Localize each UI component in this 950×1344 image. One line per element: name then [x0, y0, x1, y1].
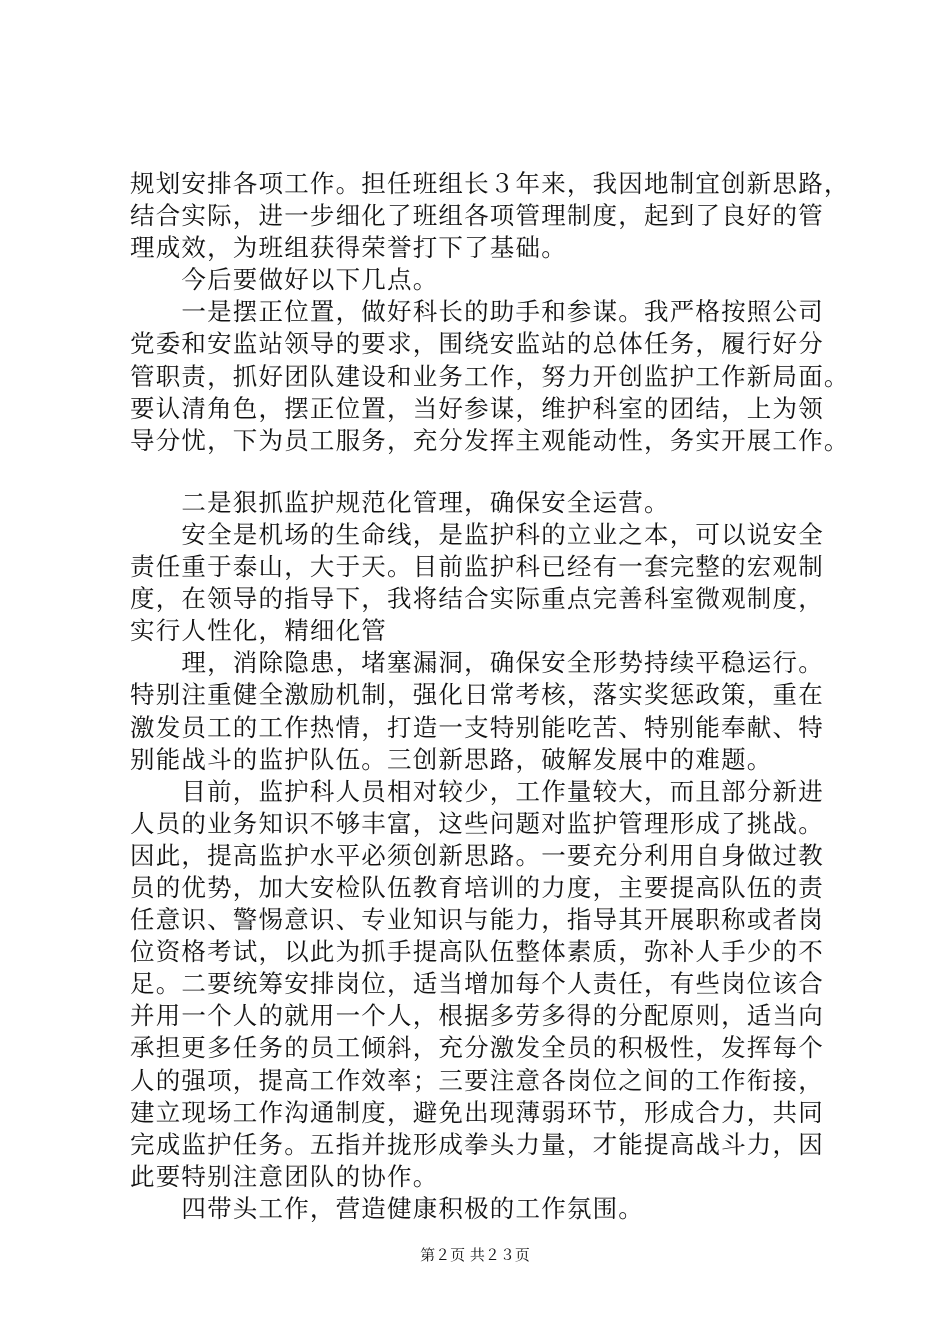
text-line: 完成监护任务。五指并拢形成拳头力量，才能提高战斗力，因 — [130, 1129, 824, 1159]
text-line: 激发员工的工作热情，打造一支特别能吃苦、特别能奉献、特 — [130, 712, 824, 742]
text-line: 位资格考试，以此为抓手提高队伍整体素质，弥补人手少的不 — [130, 937, 824, 967]
text-line: 理成效，为班组获得荣誉打下了基础。 — [130, 233, 567, 263]
text-line: 足。二要统筹安排岗位，适当增加每个人责任，有些岗位该合 — [130, 969, 824, 999]
text-line: 人的强项，提高工作效率；三要注意各岗位之间的工作衔接， — [130, 1065, 824, 1095]
text-line: 今后要做好以下几点。 — [130, 265, 439, 295]
text-line: 四带头工作，营造健康积极的工作氛围。 — [130, 1193, 644, 1223]
text-line: 承担更多任务的员工倾斜，充分激发全员的积极性，发挥每个 — [130, 1033, 824, 1063]
text-line: 责任重于泰山，大于天。目前监护科已经有一套完整的宏观制 — [130, 552, 824, 582]
text-line: 一是摆正位置，做好科长的助手和参谋。我严格按照公司 — [130, 297, 824, 327]
page-footer: 第２页 共２３页 — [420, 1246, 530, 1264]
text-line: 规划安排各项工作。担任班组长３年来，我因地制宜创新思路， — [130, 169, 850, 198]
text-line: 此要特别注意团队的协作。 — [130, 1161, 439, 1191]
text-line: 特别注重健全激励机制，强化日常考核，落实奖惩政策，重在 — [130, 680, 824, 710]
text-line: 目前，监护科人员相对较少，工作量较大，而且部分新进 — [130, 776, 824, 806]
text-line: 建立现场工作沟通制度，避免出现薄弱环节，形成合力，共同 — [130, 1097, 824, 1127]
text-line: 结合实际，进一步细化了班组各项管理制度，起到了良好的管 — [130, 201, 824, 231]
text-line: 因此，提高监护水平必须创新思路。一要充分利用自身做过教 — [130, 840, 824, 870]
paragraph-group-1 — [130, 168, 850, 457]
text-line: 别能战斗的监护队伍。三创新思路，破解发展中的难题。 — [130, 744, 773, 774]
text-line: 管职责，抓好团队建设和业务工作，努力开创监护工作新局面。 — [130, 361, 850, 391]
text-line: 度，在领导的指导下，我将结合实际重点完善科室微观制度， — [130, 584, 824, 614]
text-line: 并用一个人的就用一个人，根据多劳多得的分配原则，适当向 — [130, 1001, 824, 1031]
text-line: 理，消除隐患，堵塞漏洞，确保安全形势持续平稳运行。 — [130, 648, 824, 678]
text-line: 员的优势，加大安检队伍教育培训的力度，主要提高队伍的责 — [130, 872, 824, 902]
text-line: 二是狠抓监护规范化管理，确保安全运营。 — [130, 487, 670, 517]
paragraph-gap — [130, 457, 850, 487]
text-line: 任意识、警惕意识、专业知识与能力，指导其开展职称或者岗 — [130, 905, 824, 935]
text-line: 导分忧，下为员工服务，充分发挥主观能动性，务实开展工作。 — [130, 425, 850, 455]
text-line: 人员的业务知识不够丰富，这些问题对监护管理形成了挑战。 — [130, 808, 824, 838]
text-line: 要认清角色，摆正位置，当好参谋，维护科室的团结，上为领 — [130, 393, 824, 423]
text-line: 安全是机场的生命线，是监护科的立业之本，可以说安全 — [130, 519, 824, 549]
body-text — [130, 168, 850, 1225]
text-line: 实行人性化，精细化管 — [130, 616, 387, 646]
paragraph-group-2 — [130, 487, 850, 1225]
text-line: 党委和安监站领导的要求，围绕安监站的总体任务，履行好分 — [130, 329, 824, 359]
